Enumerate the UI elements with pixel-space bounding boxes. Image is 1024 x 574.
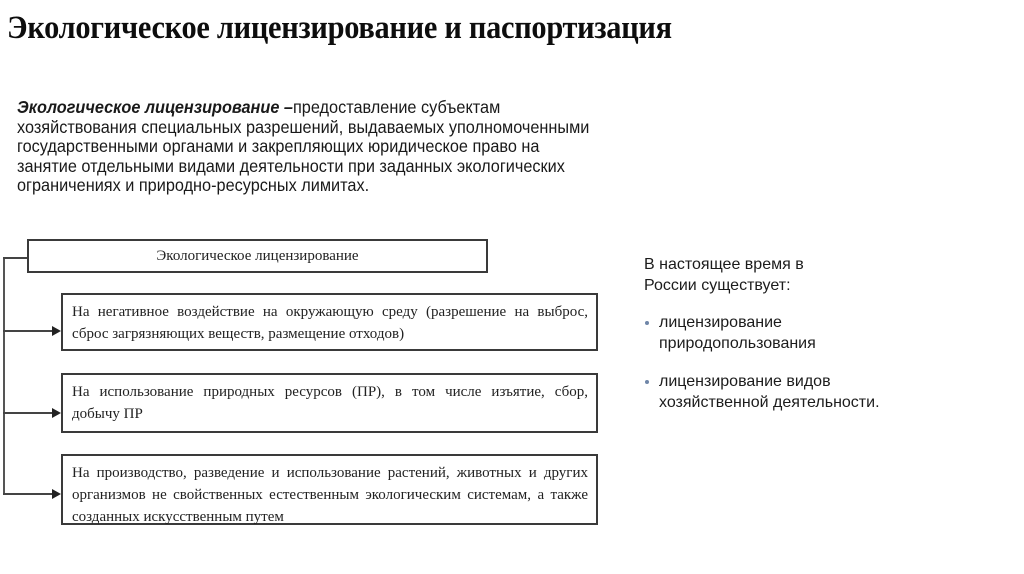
- definition-line-4: занятие отдельными видами деятельности при заданных экологических: [17, 155, 565, 176]
- arrow-right-icon: [52, 408, 61, 418]
- diagram-root-label: Экологическое лицензирование: [156, 248, 359, 264]
- right-panel-intro: В настоящее время в России существует:: [644, 256, 804, 294]
- list-item-line-1: лицензирование: [659, 314, 782, 331]
- list-item-line-2: природопользования: [659, 335, 816, 352]
- right-panel: [644, 254, 984, 430]
- child-2-line-1: На использование природных ресурсов (ПР), в том числе изъятие, сбор,: [72, 384, 588, 400]
- bullet-icon: [645, 380, 649, 384]
- definition-line-3: государственными органами и закрепляющих юридическое право на: [17, 136, 540, 156]
- diagram-child-box-2: [61, 373, 598, 433]
- child-3-line-1: На производство, разведение и использование растений, животных и других: [72, 465, 588, 481]
- definition-line-5: ограничениях и природно-ресурсных лимитах.: [17, 175, 370, 195]
- root-connector-line: [3, 257, 28, 259]
- arrow-right-icon: [52, 489, 61, 499]
- list-item: [644, 371, 984, 413]
- definition-text: предоставление субъектам: [292, 97, 501, 117]
- definition-line-2: хозяйствования специальных разрешений, выдаваемых уполномоченными: [17, 116, 590, 137]
- child-1-line-2: сброс загрязняющих веществ, размещение отходов): [72, 326, 405, 342]
- child-2-line-2: добычу ПР: [72, 406, 143, 422]
- list-item: [644, 312, 984, 354]
- diagram-child-box-3: [61, 454, 598, 525]
- arrow-right-icon: [52, 326, 61, 336]
- licensing-types-list: [644, 312, 984, 413]
- arrow-line-2: [3, 412, 53, 414]
- arrow-line-3: [3, 493, 53, 495]
- bullet-icon: [645, 321, 649, 325]
- child-3-line-2: организмов не свойственных естественным экологическим системам, а также: [72, 487, 588, 503]
- list-item-line-1: лицензирование видов: [659, 373, 831, 390]
- slide-title: Экологическое лицензирование и паспортизация: [7, 10, 672, 46]
- diagram-child-box-1: [61, 293, 598, 351]
- child-3-line-3: созданных искусственным путем: [72, 509, 284, 525]
- list-item-line-2: хозяйственной деятельности.: [659, 394, 880, 411]
- arrow-line-1: [3, 330, 53, 332]
- child-1-line-1: На негативное воздействие на окружающую среду (разрешение на выброс,: [72, 304, 588, 320]
- diagram-vertical-connector: [3, 258, 5, 495]
- definition-term: Экологическое лицензирование –: [17, 97, 293, 117]
- diagram-root-box: [27, 239, 488, 273]
